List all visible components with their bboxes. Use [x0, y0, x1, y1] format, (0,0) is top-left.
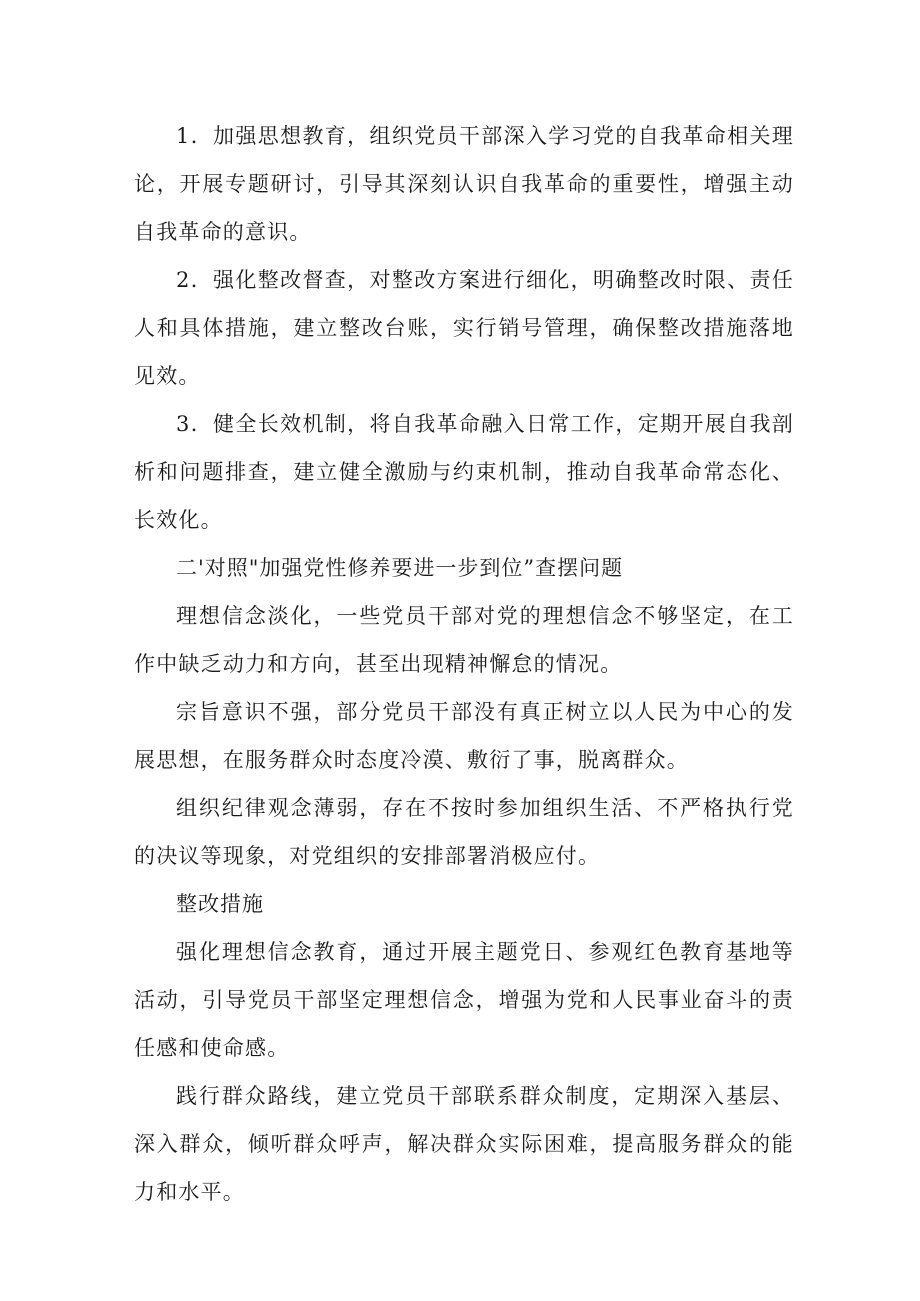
- rectification-paragraph-1: 强化理想信念教育，通过开展主题党日、参观红色教育基地等活动，引导党员干部坚定理想信念，增强为党和人民事业奋斗的责任感和使命感。: [134, 940, 794, 1060]
- section-heading: 二'对照"加强党性修养要进一步到位”查摆问题: [176, 556, 624, 580]
- document-body: [134, 112, 794, 1216]
- problem-paragraph-1: 理想信念淡化，一些党员干部对党的理想信念不够坚定，在工作中缺乏动力和方向，甚至出现精神懈怠的情况。: [134, 604, 794, 676]
- rectification-paragraph-2: 践行群众路线，建立党员干部联系群众制度，定期深入基层、深入群众，倾听群众呼声，解决群众实际困难，提高服务群众的能力和水平。: [134, 1084, 794, 1204]
- problem-paragraph-2: 宗旨意识不强，部分党员干部没有真正树立以人民为中心的发展思想，在服务群众时态度冷漠、敷衍了事，脱离群众。: [134, 700, 794, 772]
- subsection-heading: 整改措施: [176, 892, 264, 916]
- problem-paragraph-3: 组织纪律观念薄弱，存在不按时参加组织生活、不严格执行党的决议等现象，对党组织的安排部署消极应付。: [134, 796, 794, 868]
- measure-paragraph-2: 2．强化整改督查，对整改方案进行细化，明确整改时限、责任人和具体措施，建立整改台账，实行销号管理，确保整改措施落地见效。: [134, 268, 794, 388]
- measure-paragraph-3: 3．健全长效机制，将自我革命融入日常工作，定期开展自我剖析和问题排查，建立健全激励与约束机制，推动自我革命常态化、长效化。: [134, 412, 794, 532]
- measure-paragraph-1: 1．加强思想教育，组织党员干部深入学习党的自我革命相关理论，开展专题研讨，引导其深刻认识自我革命的重要性，增强主动自我革命的意识。: [134, 124, 794, 244]
